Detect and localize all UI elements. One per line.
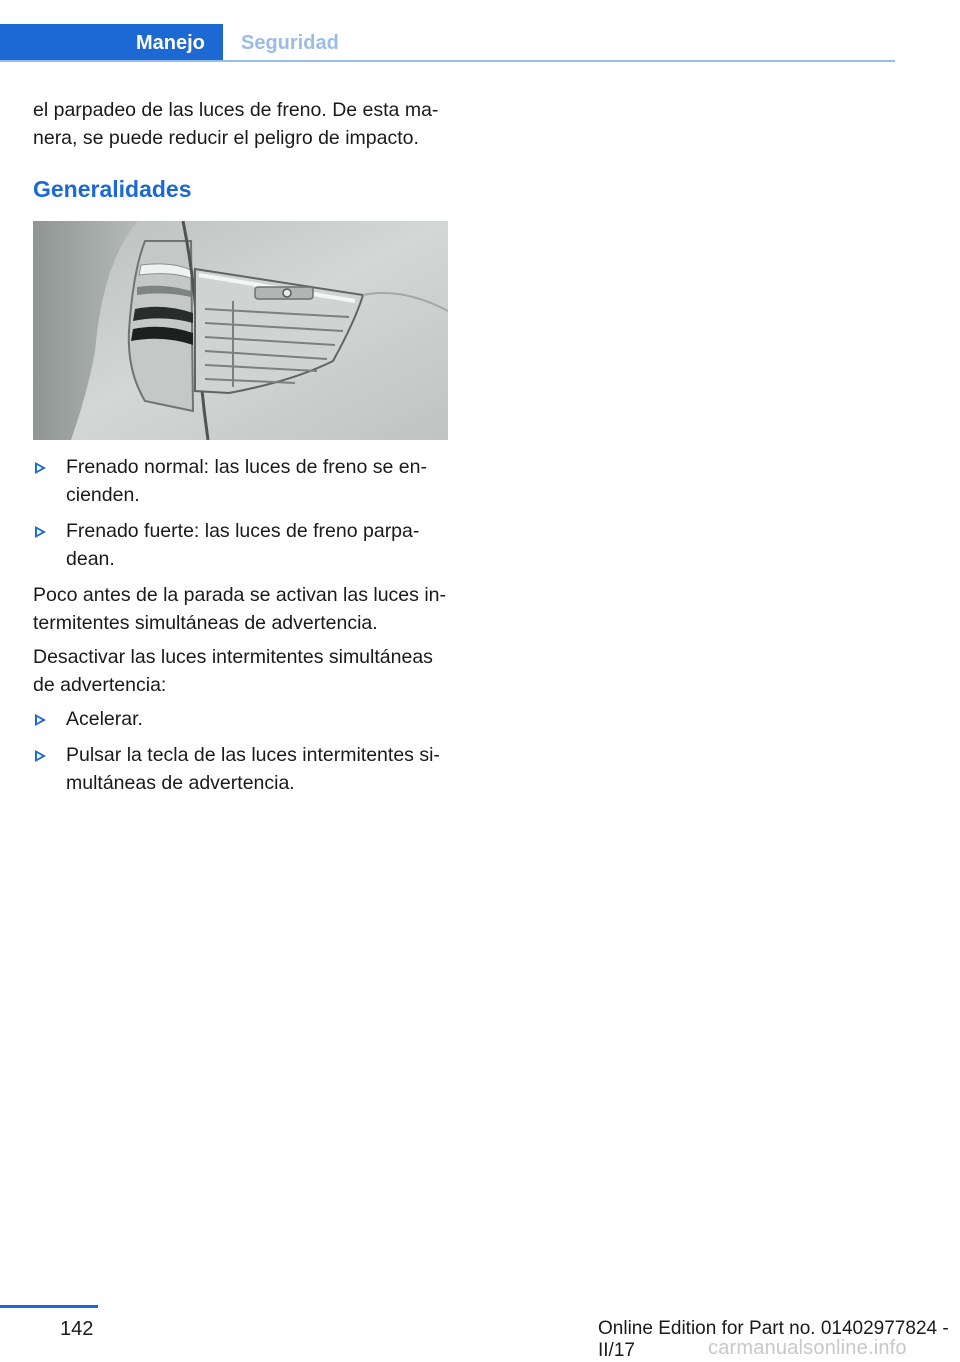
- footer-divider: [0, 1305, 98, 1308]
- list-item-text: Pulsar la tecla de las luces intermitentes si‐ multáneas de advertencia.: [66, 744, 440, 794]
- tail-light-illustration: [33, 221, 448, 440]
- section-body: [33, 453, 448, 805]
- list-item: [33, 741, 448, 797]
- paragraph-hazard-lights: Poco antes de la parada se activan las luces in‐ termitentes simultáneas de advertencia.: [33, 584, 446, 634]
- list-item-text: Acelerar.: [66, 708, 143, 730]
- triangle-bullet-icon: [35, 526, 46, 538]
- list-item-text: Frenado normal: las luces de freno se en‐ cienden.: [66, 456, 427, 506]
- tab-seguridad[interactable]: Seguridad: [223, 24, 895, 62]
- intro-paragraph: [33, 96, 448, 152]
- edition-note: Online Edition for Part no. 01402977824 - II/17: [598, 1318, 949, 1361]
- triangle-bullet-icon: [35, 462, 46, 474]
- list-item: [33, 453, 448, 509]
- page-number: 142: [60, 1318, 94, 1340]
- list-item: [33, 517, 448, 573]
- header-divider: [0, 60, 895, 62]
- chapter-header: [0, 0, 960, 64]
- watermark: carmanualsonline.info: [708, 1337, 907, 1359]
- intro-text: el parpadeo de las luces de freno. De esta ma‐ nera, se puede reducir el peligro de impacto.: [33, 99, 439, 149]
- section-heading: Generalidades: [33, 176, 192, 202]
- list-item: [33, 705, 448, 733]
- triangle-bullet-icon: [35, 714, 46, 726]
- tab-manejo[interactable]: Manejo: [0, 24, 223, 62]
- paragraph-deactivate: Desactivar las luces intermitentes simultáneas de advertencia:: [33, 646, 433, 696]
- triangle-bullet-icon: [35, 750, 46, 762]
- list-item-text: Frenado fuerte: las luces de freno parpa‐ dean.: [66, 520, 420, 570]
